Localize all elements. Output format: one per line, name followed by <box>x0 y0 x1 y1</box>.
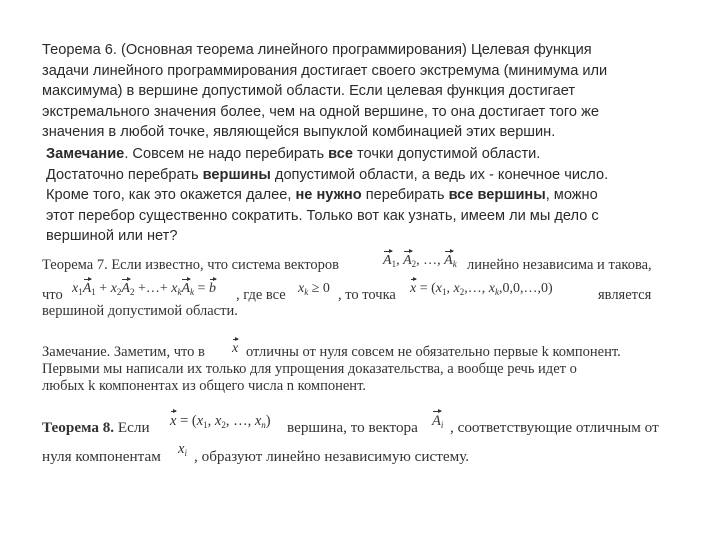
component-formula: $x_i$ <box>178 441 187 458</box>
remark-emphasis: все <box>328 146 353 162</box>
remark-text: , можно <box>545 187 598 204</box>
remark-text: . Совсем не надо перебирать <box>124 146 329 162</box>
theorem-7-text: вершиной допустимой области. <box>42 303 238 319</box>
vertex-formula: $x = (x_1$, $x_2$, …, $x_n$) <box>170 413 271 430</box>
point-formula: $x = (x_1$, $x_2,\dots$, $x_k,0,0,\dots,0$) <box>410 281 553 297</box>
remark-1-line: этот перебор существенно сократить. Только вот как узнать, имеем ли мы дело с <box>46 207 599 224</box>
theorem-6-paragraph <box>42 40 702 143</box>
theorem-8-text: вершина, то вектора <box>287 419 418 436</box>
vector-a-formula: $A_i$ <box>432 413 444 430</box>
theorem-8-text: нуля компонентам <box>42 448 161 465</box>
remark-emphasis: не нужно <box>295 187 362 204</box>
remark-1-line: вершиной или нет? <box>46 228 178 245</box>
remark-2-text: любых k компонентах из общего числа n компонент. <box>42 378 366 394</box>
theorem-6-line: задачи линейного программирования достигает своего экстремума (минимума или <box>42 62 608 79</box>
theorem-8-text: , соответствующие отличным от <box>450 419 659 436</box>
theorem-7-text: , то точка <box>338 287 396 303</box>
theorem-6-line: Теорема 6. (Основная теорема линейного программирования) Целевая функция <box>42 42 592 58</box>
remark-text: точки допустимой области. <box>352 146 541 162</box>
remark-2-text: Первыми мы написали их только для упрощения доказательства, а вообще речь идет о <box>42 361 577 377</box>
theorem-7-text: является <box>598 287 652 303</box>
remark-1-paragraph <box>46 144 706 247</box>
theorem-8-text: Если <box>114 419 150 436</box>
remark-2-text: отличны от нуля совсем не обязательно первые k компонент. <box>246 344 621 360</box>
theorem-7-text: линейно независима и такова, <box>467 257 652 273</box>
theorem-6-line: значения в любой точке, являющейся выпуклой комбинацией этих вершин. <box>42 124 556 141</box>
remark-label: Замечание <box>46 146 125 162</box>
vector-x-symbol: x <box>232 341 239 356</box>
nonnegativity-formula: $x_k \ge 0$ <box>298 281 330 297</box>
theorem-8-text <box>42 419 150 437</box>
theorem-8-label: Теорема 8. <box>42 419 115 436</box>
theorem-6-line: максимума) в вершине допустимой области. Если целевая функция достигает <box>42 83 576 100</box>
theorem-6-line: экстремального значения более, чем на одной вершине, то она достигает того же <box>42 103 599 120</box>
remark-text: перебирать <box>361 187 449 204</box>
vector-system-formula: $A_1$, $A_2$, …, $A_k$ <box>383 253 457 269</box>
remark-1-line <box>46 165 706 186</box>
remark-emphasis: все вершины <box>448 187 546 204</box>
remark-2-text: Замечание. Заметим, что в <box>42 344 205 360</box>
remark-text: Достаточно перебрать <box>46 166 203 183</box>
remark-text: Кроме того, как это окажется далее, <box>46 187 296 204</box>
linear-combination-formula: $x_1A_1 + x_2A_2$ +…+ $x_kA_k = b$ <box>72 281 216 297</box>
remark-emphasis: вершины <box>202 166 271 183</box>
theorem-7-text: Теорема 7. Если известно, что система векторов <box>42 257 339 273</box>
theorem-7-text: , где все <box>236 287 286 303</box>
remark-1-line <box>46 185 706 206</box>
theorem-7-text: что <box>42 287 63 303</box>
theorem-8-text: , образуют линейно независимую систему. <box>194 448 470 465</box>
remark-text: допустимой области, а ведь их - конечное число. <box>270 166 609 183</box>
remark-1-line <box>46 144 706 165</box>
